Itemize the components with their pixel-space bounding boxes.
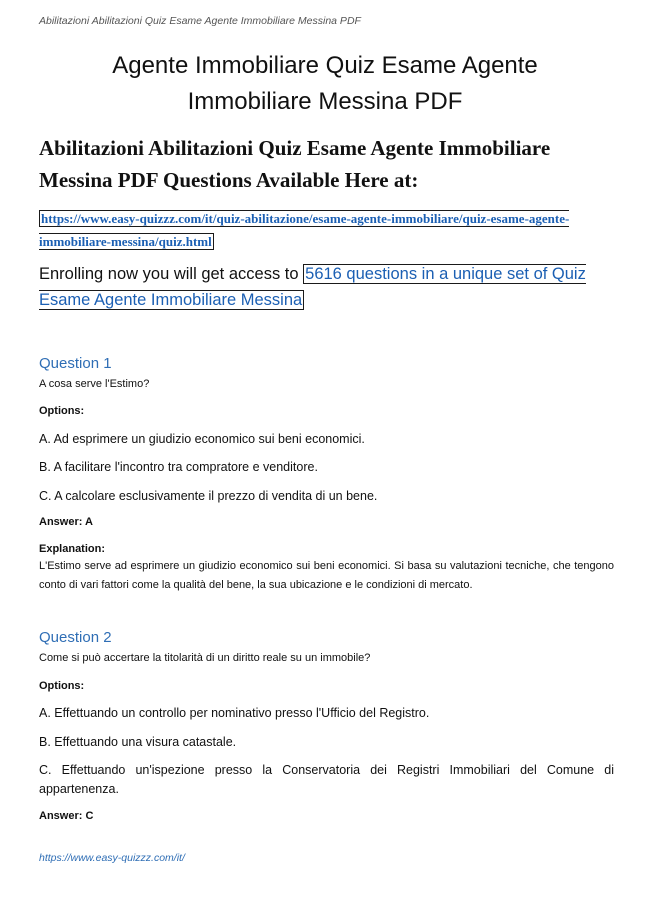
quiz-url-link-container	[39, 207, 599, 253]
page-subtitle: Abilitazioni Abilitazioni Quiz Esame Agente Immobiliare Messina PDF Questions Available Here at:	[39, 136, 551, 192]
question-1-option-c: C. A calcolare esclusivamente il prezzo di vendita di un bene.	[39, 489, 378, 503]
enroll-questions-link[interactable]: 5616 questions in a unique set of Quiz Esame Agente Immobiliare Messina	[39, 265, 586, 309]
running-header: Abilitazioni Abilitazioni Quiz Esame Agente Immobiliare Messina PDF	[39, 15, 361, 27]
footer-url-link[interactable]: https://www.easy-quizzz.com/it/	[39, 852, 185, 864]
question-1-heading: Question 1	[39, 355, 112, 372]
question-2-options-label: Options:	[39, 680, 85, 692]
question-1-option-a: A. Ad esprimere un giudizio economico sui beni economici.	[39, 432, 365, 446]
question-2-option-b: B. Effettuando una visura catastale.	[39, 735, 237, 749]
question-2-option-c: C. Effettuando un'ispezione presso la Conservatoria dei Registri Immobiliari del Comune di appartenenza.	[39, 763, 614, 796]
question-1-options-label: Options:	[39, 405, 85, 417]
question-1-text: A cosa serve l'Estimo?	[39, 378, 150, 390]
page-title: Agente Immobiliare Quiz Esame Agente Immobiliare Messina PDF	[112, 52, 538, 115]
question-2-text: Come si può accertare la titolarità di un diritto reale su un immobile?	[39, 652, 371, 664]
question-2-answer: Answer: C	[39, 810, 94, 822]
question-1-explanation: L'Estimo serve ad esprimere un giudizio economico sui beni economici. Si basa su valutazioni tecniche, che tengono conto di vari fattori come la qualità del bene, la sua ubicazione e le condizioni di mercato.	[39, 560, 614, 591]
question-2-heading: Question 2	[39, 629, 112, 646]
question-1-option-b: B. A facilitare l'incontro tra compratore e venditore.	[39, 460, 318, 474]
question-2-option-a: A. Effettuando un controllo per nominativo presso l'Ufficio del Registro.	[39, 706, 430, 720]
enroll-prefix: Enrolling now you will get access to	[39, 265, 304, 283]
quiz-url-link[interactable]: https://www.easy-quizzz.com/it/quiz-abilitazione/esame-agente-immobiliare/quiz-esame-agente-immobiliare-messina/quiz.html	[39, 211, 570, 249]
question-1-answer: Answer: A	[39, 516, 93, 528]
question-1-explanation-label: Explanation:	[39, 543, 106, 555]
enroll-paragraph	[39, 261, 619, 313]
